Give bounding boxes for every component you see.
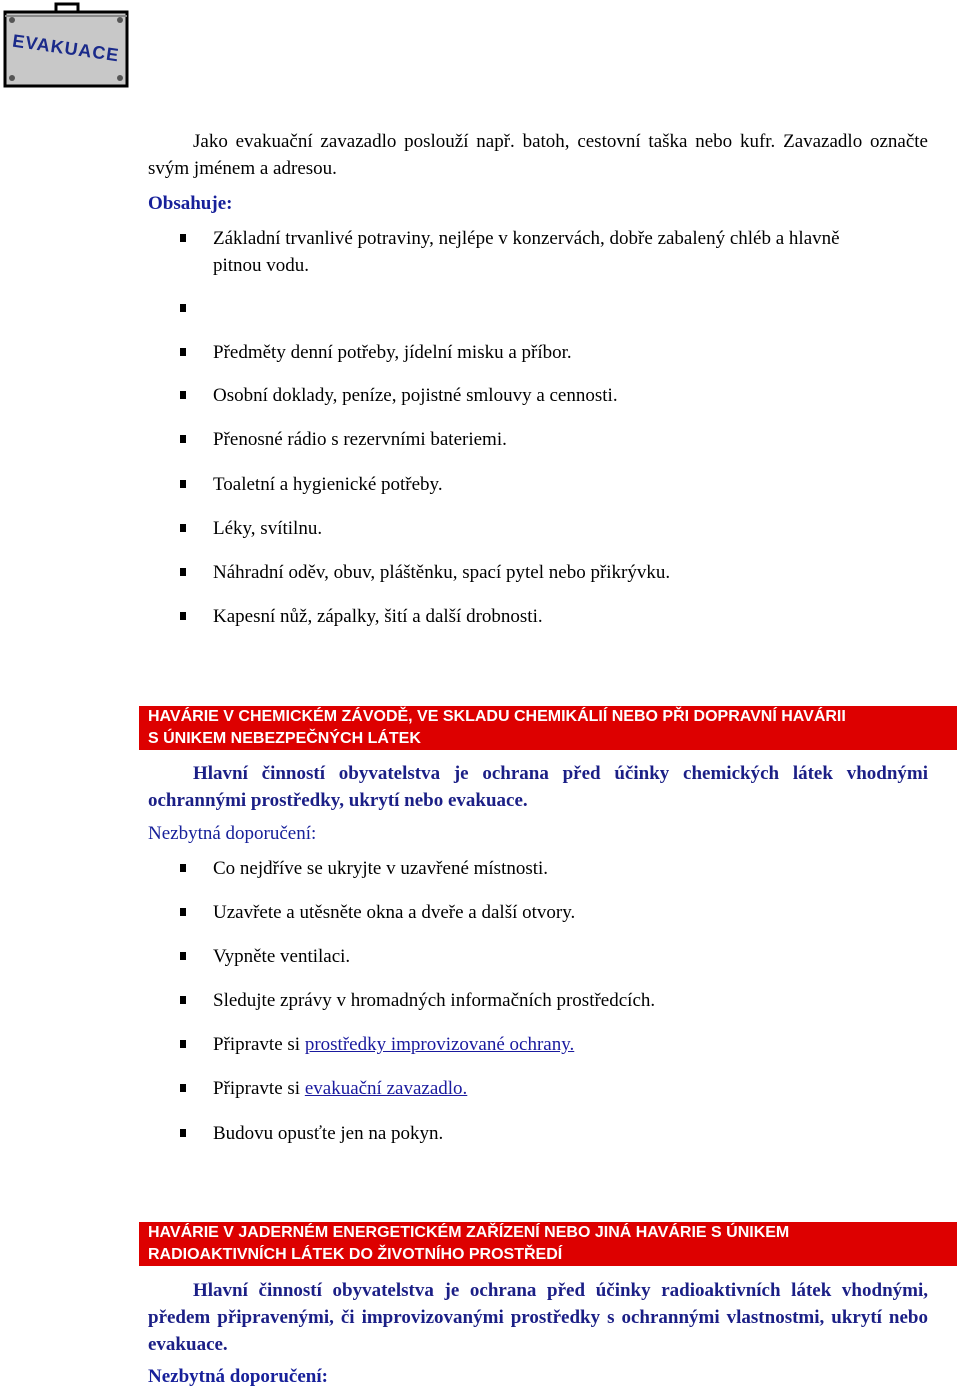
bullet-icon — [180, 908, 186, 916]
recommendations-label: Nezbytná doporučení: — [148, 823, 317, 844]
bullet-icon — [180, 304, 186, 312]
improvised-protection-link[interactable]: prostředky improvizované ochrany. — [304, 1034, 575, 1055]
list-item: Léky, svítilnu. — [180, 515, 880, 542]
list-item: Základní trvanlivé potraviny, nejlépe v konzervách, dobře zabalený chléb a hlavně pitnou vodu. — [180, 225, 880, 279]
evacuation-luggage-link[interactable]: evakuační zavazadlo. — [304, 1078, 468, 1099]
list-item: Přenosné rádio s rezervními bateriemi. — [180, 426, 880, 453]
list-item: Předměty denní potřeby, jídelní misku a příbor. — [180, 339, 880, 366]
list-item: Uzavřete a utěsněte okna a dveře a další otvory. — [180, 899, 880, 926]
bullet-icon — [180, 1129, 186, 1137]
list-item: Vypněte ventilaci. — [180, 943, 880, 970]
list-item: Osobní doklady, peníze, pojistné smlouvy a cennosti. — [180, 382, 880, 409]
recommendations-label: Nezbytná doporučení: — [148, 1366, 328, 1387]
list-item: Co nejdříve se ukryjte v uzavřené místnosti. — [180, 855, 880, 882]
chemical-main-activity: Hlavní činností obyvatelstva je ochrana před účinky chemických látek vhodnými ochrannými prostředky, ukrytí nebo evakuace. — [148, 763, 928, 811]
list-item: Připravte si prostředky improvizované ochrany. — [180, 1031, 880, 1058]
list-item: Sledujte zprávy v hromadných informačních prostředcích. — [180, 987, 880, 1014]
list-item: Budovu opusťte jen na pokyn. — [180, 1120, 880, 1147]
chemical-accident-banner: HAVÁRIE V CHEMICKÉM ZÁVODĚ, VE SKLADU CHEMIKÁLIÍ NEBO PŘI DOPRAVNÍ HAVÁRII S ÚNIKEM NEBEZPEČNÝCH LÁTEK — [139, 706, 957, 750]
nuclear-main-activity: Hlavní činností obyvatelstva je ochrana před účinky radioaktivních látek vhodnými, předem připravenými, či improvizovanými prostředky s ochrannými vlastnostmi, ukrytí nebo evakuace. — [148, 1280, 928, 1355]
evacuation-intro: Jako evakuační zavazadlo poslouží např. batoh, cestovní taška nebo kufr. Zavazadlo označte svým jménem a adresou. — [148, 131, 928, 179]
list-item: Náhradní oděv, obuv, pláštěnku, spací pytel nebo přikrývku. — [180, 559, 880, 586]
contains-label: Obsahuje: — [148, 193, 233, 214]
bullet-icon — [180, 1040, 186, 1048]
evakuace-suitcase-logo — [2, 2, 130, 90]
bullet-icon — [180, 568, 186, 576]
list-item: Kapesní nůž, zápalky, šití a další drobnosti. — [180, 603, 880, 630]
bullet-icon — [180, 996, 186, 1004]
nuclear-accident-banner: HAVÁRIE V JADERNÉM ENERGETICKÉM ZAŘÍZENÍ NEBO JINÁ HAVÁRIE S ÚNIKEM RADIOAKTIVNÍCH LÁTEK DO ŽIVOTNÍHO PROSTŘEDÍ — [139, 1222, 957, 1266]
list-item: Připravte si evakuační zavazadlo. — [180, 1075, 880, 1102]
bullet-icon — [180, 348, 186, 356]
bullet-icon — [180, 480, 186, 488]
bullet-icon — [180, 234, 186, 242]
bullet-icon — [180, 435, 186, 443]
bullet-icon — [180, 612, 186, 620]
bullet-icon — [180, 864, 186, 872]
svg-text:EVAKUACE: EVAKUACE — [11, 30, 121, 66]
bullet-icon — [180, 524, 186, 532]
list-item — [180, 295, 880, 322]
bullet-icon — [180, 952, 186, 960]
bullet-icon — [180, 1084, 186, 1092]
list-item: Toaletní a hygienické potřeby. — [180, 471, 880, 498]
bullet-icon — [180, 391, 186, 399]
